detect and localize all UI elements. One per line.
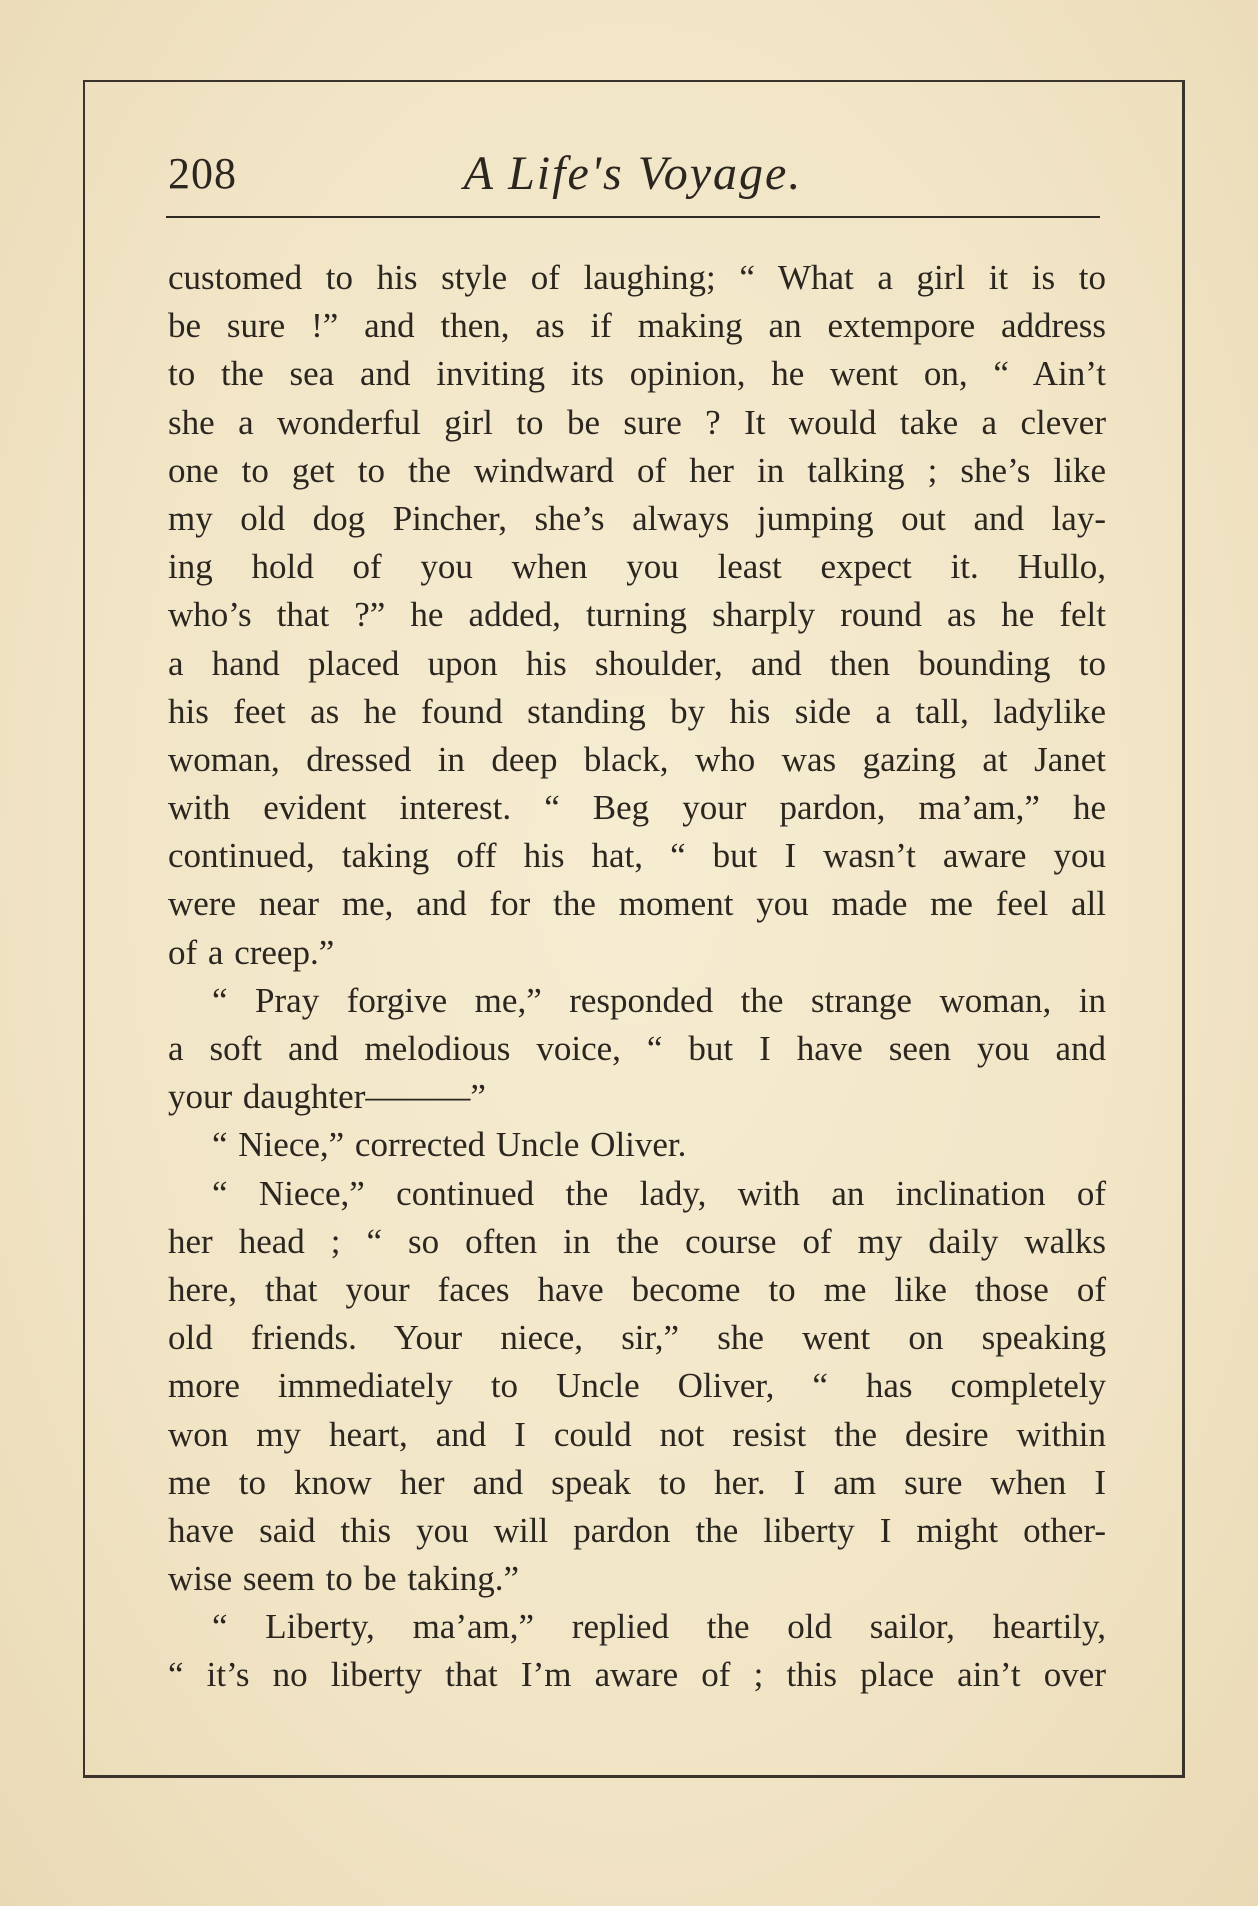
body-text — [168, 254, 1106, 1700]
text-line: “ Liberty, ma’am,” replied the old sailor, heartily, — [212, 1607, 1106, 1647]
text-line: “ Niece,” continued the lady, with an inclination of — [212, 1173, 1106, 1213]
text-line: she a wonderful girl to be sure ? It would take a clever — [168, 402, 1106, 442]
text-line: a soft and melodious voice, “ but I have seen you and — [168, 1029, 1106, 1068]
page-number: 208 — [168, 149, 237, 198]
running-title: A Life's Voyage. — [463, 147, 803, 200]
text-line: customed to his style of laughing; “ What a girl it is to — [168, 258, 1106, 297]
text-line: “ Pray forgive me,” responded the strange woman, in — [212, 980, 1106, 1020]
text-line: old friends. Your niece, sir,” she went on speaking — [168, 1318, 1106, 1358]
text-line: ing hold of you when you least expect it. Hullo, — [168, 547, 1106, 587]
text-line: a hand placed upon his shoulder, and then bounding to — [168, 643, 1106, 683]
text-line: who’s that ?” he added, turning sharply round as he felt — [168, 595, 1106, 635]
text-line: here, that your faces have become to me like those of — [168, 1269, 1106, 1309]
text-line: my old dog Pincher, she’s always jumping out and lay- — [168, 498, 1106, 538]
text-line: her head ; “ so often in the course of my daily walks — [168, 1221, 1106, 1261]
text-line: were near me, and for the moment you made me feel all — [168, 884, 1106, 924]
text-line: me to know her and speak to her. I am sure when I — [168, 1462, 1106, 1502]
text-line: his feet as he found standing by his side a tall, ladylike — [168, 691, 1106, 731]
header-rule — [166, 216, 1100, 218]
page-header — [168, 148, 1098, 218]
text-line: with evident interest. “ Beg your pardon, ma’am,” he — [168, 788, 1106, 828]
text-line: be sure !” and then, as if making an extempore address — [168, 306, 1106, 346]
text-line: won my heart, and I could not resist the desire within — [168, 1414, 1106, 1454]
text-line: of a creep.” — [168, 932, 335, 972]
text-line: more immediately to Uncle Oliver, “ has completely — [168, 1366, 1106, 1406]
text-line: one to get to the windward of her in talking ; she’s like — [168, 450, 1106, 490]
text-line: continued, taking off his hat, “ but I wasn’t aware you — [168, 836, 1106, 876]
text-line: have said this you will pardon the liberty I might other- — [168, 1510, 1106, 1550]
text-line: “ Niece,” corrected Uncle Oliver. — [212, 1125, 687, 1165]
text-line: “ it’s no liberty that I’m aware of ; this place ain’t over — [168, 1655, 1106, 1695]
text-line: your daughter———” — [168, 1077, 486, 1117]
text-line: to the sea and inviting its opinion, he went on, “ Ain’t — [168, 354, 1106, 394]
text-line: wise seem to be taking.” — [168, 1559, 520, 1599]
text-line: woman, dressed in deep black, who was gazing at Janet — [168, 739, 1106, 779]
